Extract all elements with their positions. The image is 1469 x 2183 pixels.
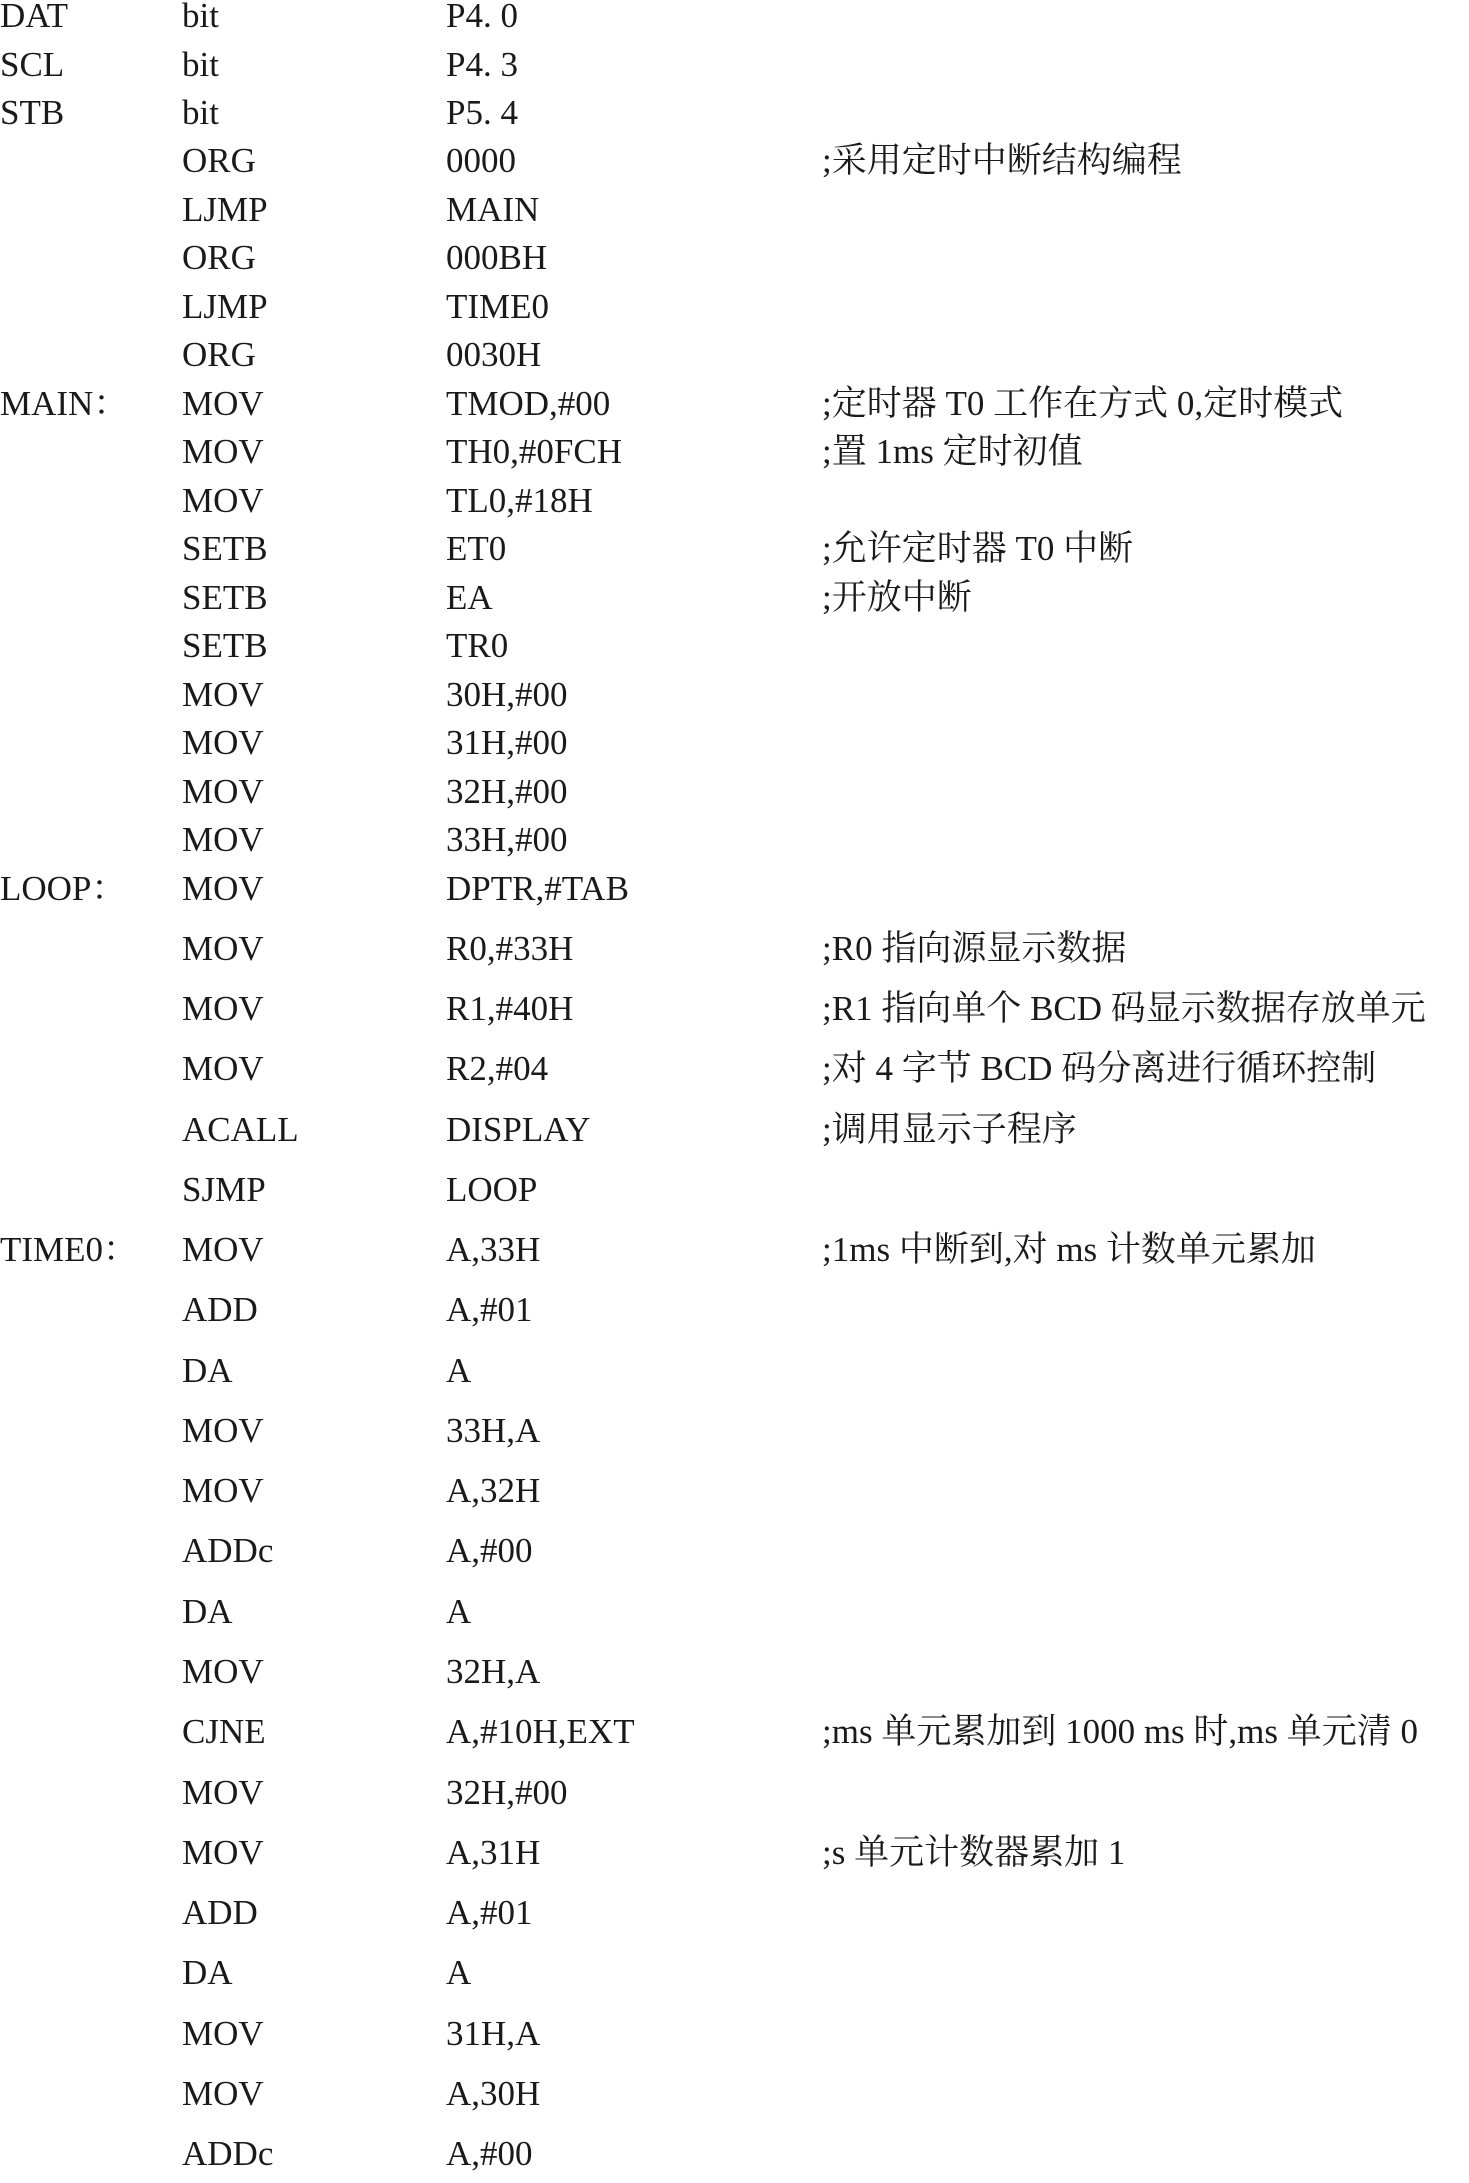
line-comment: ;允许定时器 T0 中断 (822, 529, 1134, 568)
code-line (0, 2070, 1469, 2118)
line-operand: P4. 3 (446, 45, 518, 84)
line-mnemonic: bit (182, 93, 219, 132)
line-operand: A,31H (446, 1833, 541, 1872)
code-line (0, 525, 1469, 573)
line-mnemonic: DA (182, 1351, 233, 1390)
line-mnemonic: MOV (182, 1833, 264, 1872)
code-line (0, 985, 1469, 1033)
line-operand: R1,#40H (446, 989, 574, 1028)
code-line (0, 719, 1469, 767)
line-operand: LOOP (446, 1170, 538, 1209)
line-comment: ;置 1ms 定时初值 (822, 432, 1083, 471)
line-operand: TH0,#0FCH (446, 432, 622, 471)
line-mnemonic: MOV (182, 1773, 264, 1812)
line-mnemonic: ADD (182, 1290, 258, 1329)
code-line (0, 1949, 1469, 1997)
code-line (0, 137, 1469, 185)
line-operand: 32H,A (446, 1652, 541, 1691)
line-operand: 31H,#00 (446, 723, 568, 762)
line-comment: ;s 单元计数器累加 1 (822, 1833, 1126, 1872)
line-operand: EA (446, 578, 493, 617)
line-mnemonic: MOV (182, 772, 264, 811)
code-line (0, 41, 1469, 89)
line-mnemonic: MOV (182, 1652, 264, 1691)
code-line (0, 428, 1469, 476)
line-mnemonic: ORG (182, 141, 256, 180)
line-label: SCL (0, 45, 65, 84)
code-line (0, 1347, 1469, 1395)
line-operand: A (446, 1953, 472, 1992)
code-line (0, 1286, 1469, 1334)
line-operand: A,#00 (446, 2134, 533, 2173)
line-label: LOOP： (0, 869, 127, 908)
line-mnemonic: LJMP (182, 190, 268, 229)
line-operand: 0000 (446, 141, 516, 180)
code-line (0, 380, 1469, 428)
code-line (0, 186, 1469, 234)
line-comment: ;R1 指向单个 BCD 码显示数据存放单元 (822, 989, 1426, 1028)
line-operand: A,#10H,EXT (446, 1712, 635, 1751)
line-operand: 32H,#00 (446, 1773, 568, 1812)
line-mnemonic: MOV (182, 1471, 264, 1510)
line-mnemonic: LJMP (182, 287, 268, 326)
line-operand: 0030H (446, 335, 542, 374)
line-label: TIME0： (0, 1230, 139, 1269)
line-mnemonic: MOV (182, 432, 264, 471)
code-line (0, 1407, 1469, 1455)
line-mnemonic: SETB (182, 529, 268, 568)
code-line (0, 622, 1469, 670)
line-operand: A,32H (446, 1471, 541, 1510)
line-mnemonic: ADDc (182, 2134, 274, 2173)
line-operand: A,33H (446, 1230, 541, 1269)
line-operand: A,30H (446, 2074, 541, 2113)
code-line (0, 925, 1469, 973)
code-line (0, 1045, 1469, 1093)
line-operand: 30H,#00 (446, 675, 568, 714)
code-line (0, 1829, 1469, 1877)
line-operand: DISPLAY (446, 1110, 591, 1149)
line-mnemonic: MOV (182, 989, 264, 1028)
code-line (0, 1769, 1469, 1817)
line-mnemonic: MOV (182, 929, 264, 968)
line-operand: MAIN (446, 190, 540, 229)
line-operand: R2,#04 (446, 1049, 549, 1088)
line-mnemonic: bit (182, 0, 219, 35)
line-mnemonic: MOV (182, 869, 264, 908)
code-line (0, 2130, 1469, 2178)
code-line (0, 0, 1469, 40)
line-mnemonic: MOV (182, 2014, 264, 2053)
line-mnemonic: ACALL (182, 1110, 299, 1149)
line-mnemonic: ADD (182, 1893, 258, 1932)
code-line (0, 1467, 1469, 1515)
line-comment: ;采用定时中断结构编程 (822, 141, 1182, 180)
line-label: MAIN： (0, 384, 129, 423)
code-line (0, 1527, 1469, 1575)
line-operand: A,#00 (446, 1531, 533, 1570)
line-comment: ;对 4 字节 BCD 码分离进行循环控制 (822, 1049, 1377, 1088)
line-operand: 31H,A (446, 2014, 541, 2053)
line-mnemonic: bit (182, 45, 219, 84)
code-line (0, 768, 1469, 816)
line-mnemonic: MOV (182, 481, 264, 520)
line-mnemonic: MOV (182, 820, 264, 859)
code-line (0, 816, 1469, 864)
line-operand: P4. 0 (446, 0, 518, 35)
line-mnemonic: MOV (182, 675, 264, 714)
line-comment: ;R0 指向源显示数据 (822, 929, 1127, 968)
line-operand: 000BH (446, 238, 548, 277)
code-line (0, 574, 1469, 622)
line-operand: DPTR,#TAB (446, 869, 629, 908)
line-operand: TL0,#18H (446, 481, 593, 520)
line-operand: 32H,#00 (446, 772, 568, 811)
code-line (0, 1708, 1469, 1756)
line-comment: ;开放中断 (822, 578, 972, 617)
line-mnemonic: SETB (182, 626, 268, 665)
line-operand: P5. 4 (446, 93, 518, 132)
line-operand: ET0 (446, 529, 507, 568)
line-label: STB (0, 93, 65, 132)
code-line (0, 89, 1469, 137)
line-operand: R0,#33H (446, 929, 574, 968)
line-operand: TIME0 (446, 287, 550, 326)
line-mnemonic: SETB (182, 578, 268, 617)
line-operand: A (446, 1351, 472, 1390)
line-label: DAT (0, 0, 69, 35)
code-line (0, 1889, 1469, 1937)
line-mnemonic: MOV (182, 723, 264, 762)
line-mnemonic: CJNE (182, 1712, 266, 1751)
code-line (0, 234, 1469, 282)
code-line (0, 477, 1469, 525)
line-operand: 33H,A (446, 1411, 541, 1450)
code-line (0, 1166, 1469, 1214)
line-comment: ;1ms 中断到,对 ms 计数单元累加 (822, 1230, 1316, 1269)
code-line (0, 1648, 1469, 1696)
line-operand: TR0 (446, 626, 509, 665)
code-line (0, 331, 1469, 379)
line-comment: ;定时器 T0 工作在方式 0,定时模式 (822, 384, 1344, 423)
code-line (0, 1588, 1469, 1636)
code-line (0, 865, 1469, 913)
line-mnemonic: DA (182, 1592, 233, 1631)
line-mnemonic: MOV (182, 1230, 264, 1269)
line-operand: A (446, 1592, 472, 1631)
line-operand: 33H,#00 (446, 820, 568, 859)
line-mnemonic: MOV (182, 2074, 264, 2113)
code-line (0, 671, 1469, 719)
line-comment: ;调用显示子程序 (822, 1110, 1077, 1149)
code-line (0, 1226, 1469, 1274)
line-mnemonic: ORG (182, 238, 256, 277)
code-line (0, 283, 1469, 331)
line-operand: A,#01 (446, 1893, 533, 1932)
code-line (0, 2010, 1469, 2058)
line-mnemonic: ORG (182, 335, 256, 374)
line-mnemonic: SJMP (182, 1170, 266, 1209)
line-mnemonic: MOV (182, 1049, 264, 1088)
line-comment: ;ms 单元累加到 1000 ms 时,ms 单元清 0 (822, 1712, 1419, 1751)
line-operand: A,#01 (446, 1290, 533, 1329)
line-mnemonic: DA (182, 1953, 233, 1992)
line-mnemonic: ADDc (182, 1531, 274, 1570)
line-mnemonic: MOV (182, 1411, 264, 1450)
code-line (0, 1106, 1469, 1154)
line-operand: TMOD,#00 (446, 384, 611, 423)
line-mnemonic: MOV (182, 384, 264, 423)
